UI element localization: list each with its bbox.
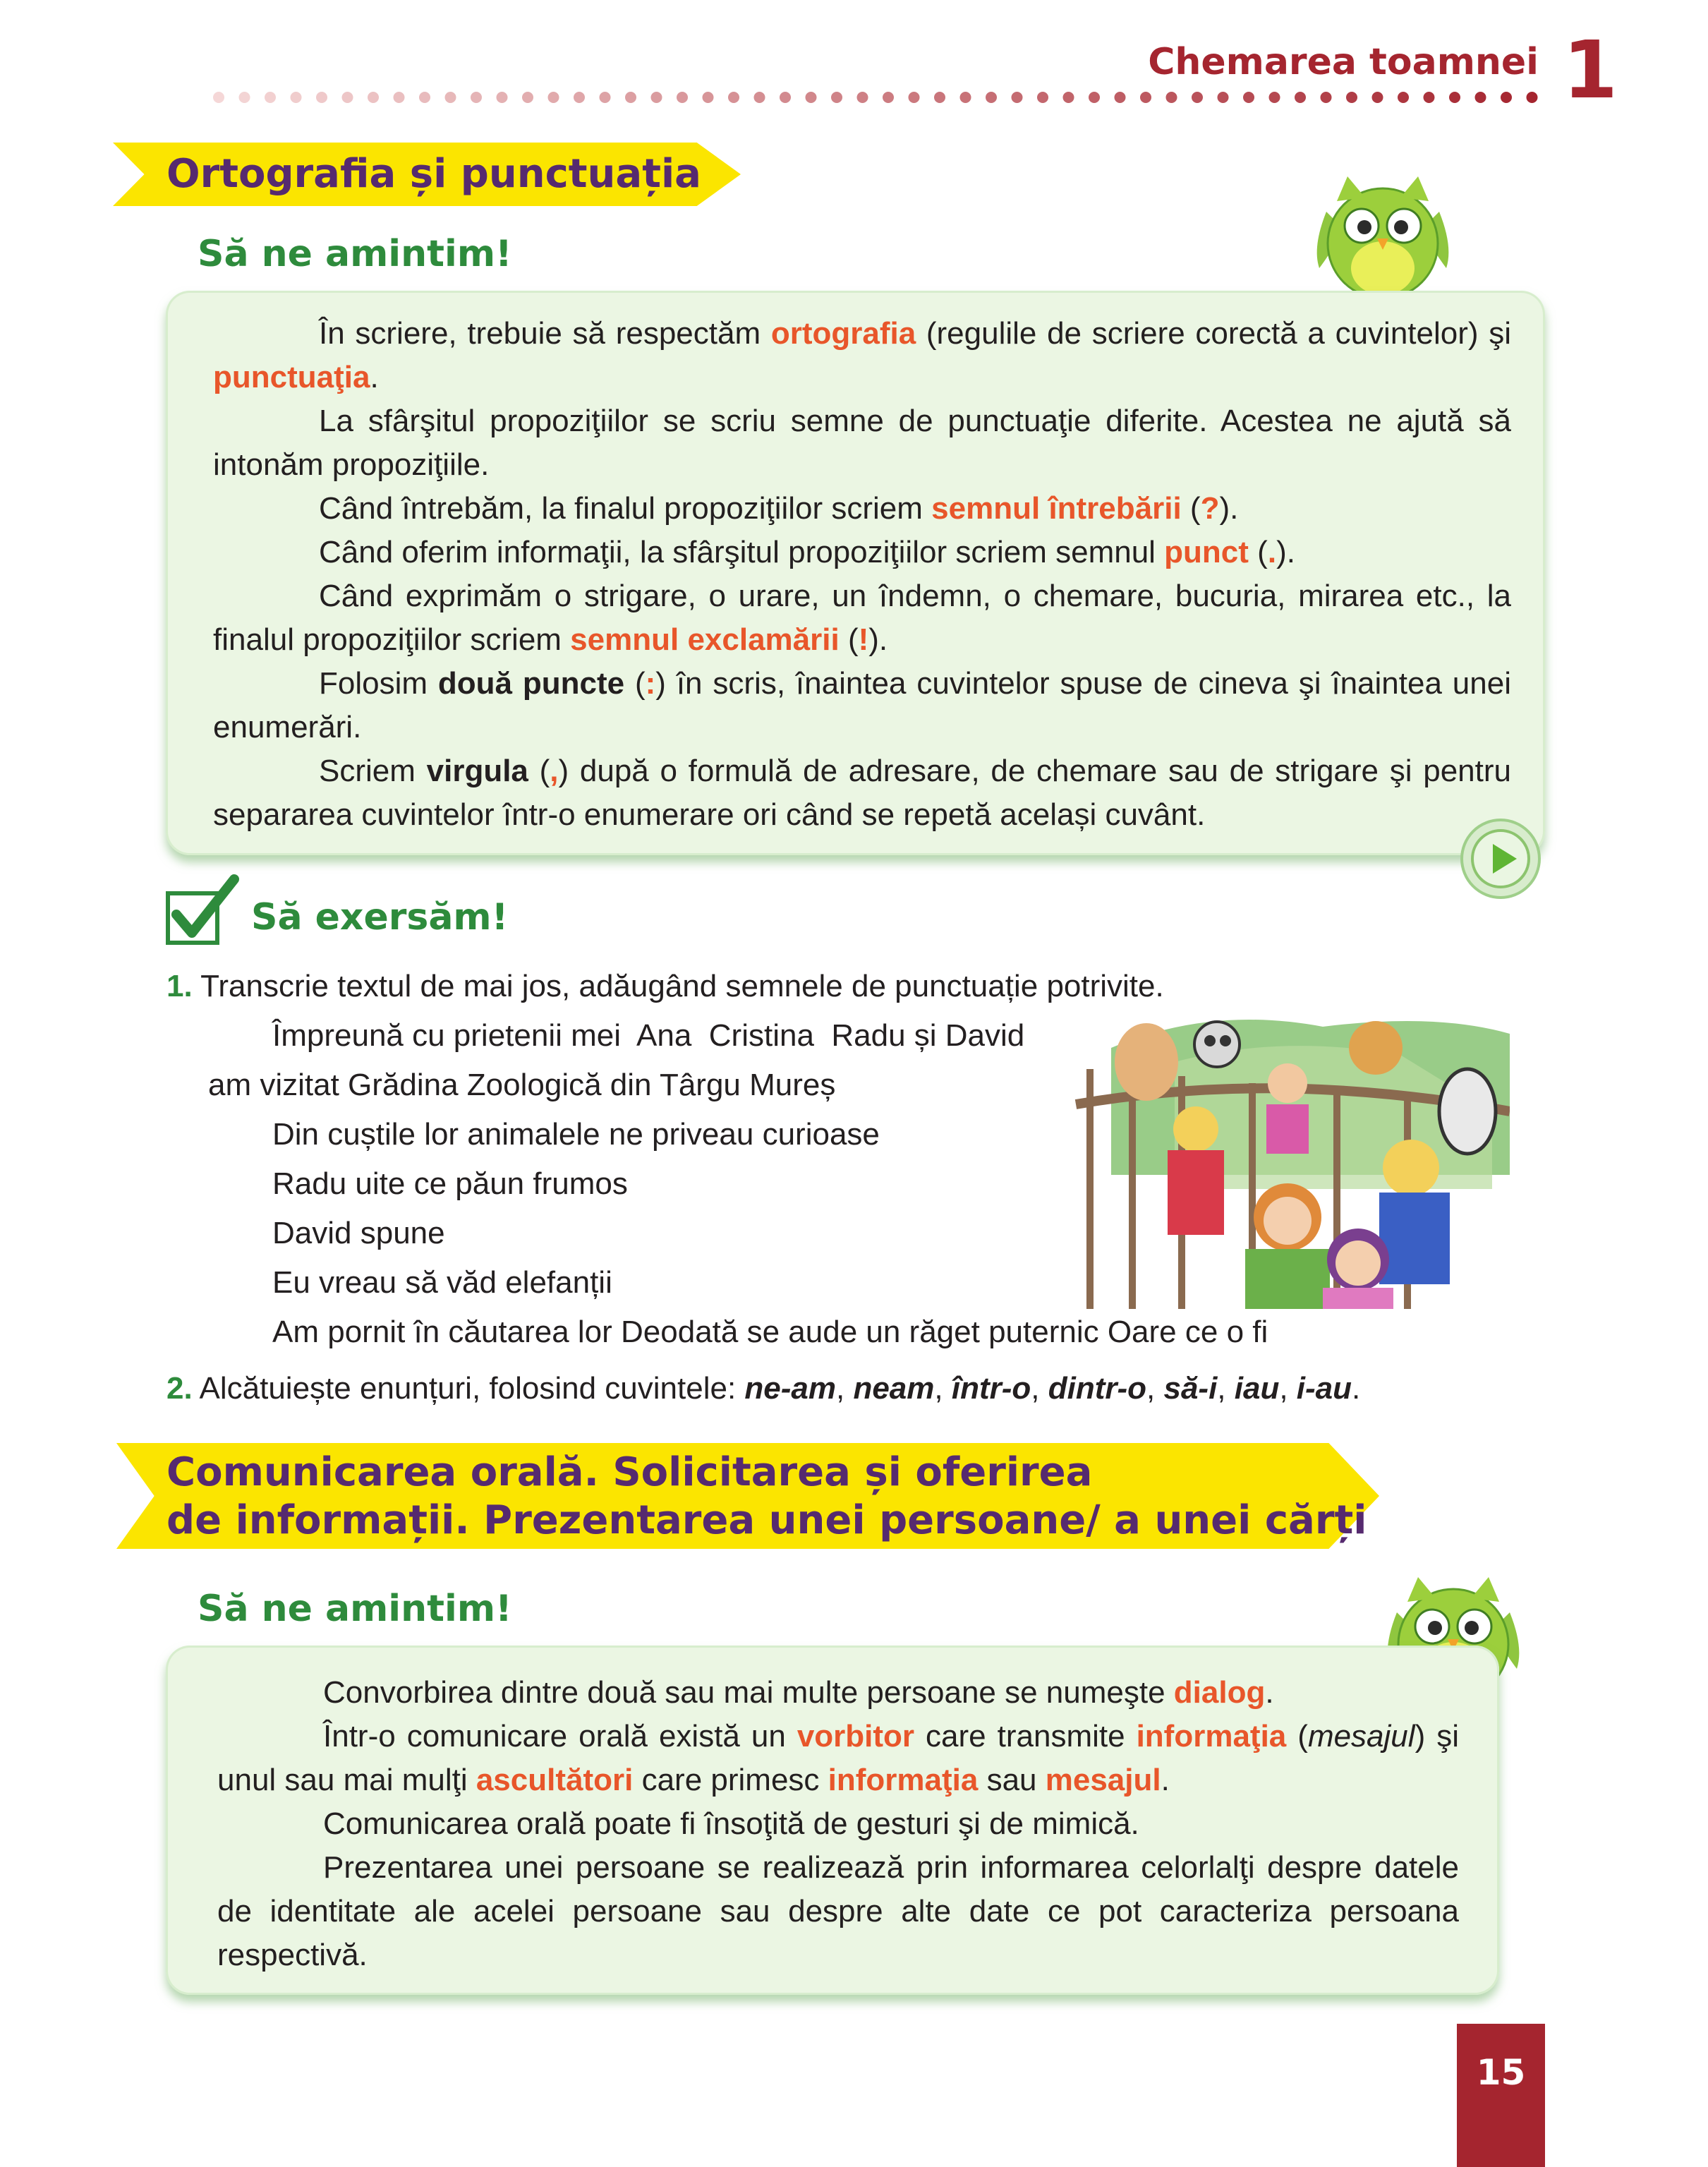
- header-dot: [419, 92, 430, 103]
- header-dot: [625, 92, 636, 103]
- header-dot: [316, 92, 327, 103]
- exercise-1-line: Radu uite ce păun frumos: [272, 1166, 628, 1201]
- header-dot: [1398, 92, 1409, 103]
- header-dot: [548, 92, 559, 103]
- header-dot: [213, 92, 224, 103]
- header-dot: [1012, 92, 1023, 103]
- rules-box-oral-text: Convorbirea dintre două sau mai multe persoane se numeşte dialog. Într-o comunicare orală există un vorbitor care transmite informaţia (mesajul) şi unul sau mai mulţi ascultători care primesc informaţia sau mesajul. Comunicarea orală poate fi însoţită de gesturi şi de mimică. Prezentarea unei persoane se realizează prin informarea celorlalţi despre datele de identitate ale acelei persoane sau despre alte date ce pot caracteriza persoana respectivă.: [217, 1675, 1459, 1972]
- header-dot: [1527, 92, 1538, 103]
- exercise-1-instruction: 1. Transcrie textul de mai jos, adăugând semnele de punctuație potrivite.: [166, 969, 1164, 1003]
- recall-heading: Să ne amintim!: [198, 1588, 512, 1630]
- header-dot: [1475, 92, 1486, 103]
- zoo-illustration: [1069, 1006, 1510, 1309]
- header-dot: [934, 92, 945, 103]
- exercise-1-line: Din cuștile lor animalele ne priveau curioase: [272, 1117, 880, 1152]
- header-dot: [1140, 92, 1151, 103]
- header-dot: [1037, 92, 1048, 103]
- header-dot: [883, 92, 894, 103]
- header-dot: [1089, 92, 1100, 103]
- header-dot: [1218, 92, 1229, 103]
- exercise-1-line: am vizitat Grădina Zoologică din Târgu Mureș: [208, 1068, 836, 1102]
- section-title-spelling: Ortografia și punctuația: [166, 151, 701, 197]
- header-dot: [909, 92, 920, 103]
- header-dot: [497, 92, 508, 103]
- exercise-1-line: Am pornit în căutarea lor Deodată se aude un răget puternic Oare ce o fi: [272, 1315, 1268, 1349]
- exercise-2-instruction: 2. Alcătuiește enunțuri, folosind cuvintele: ne-am, neam, într-o, dintr-o, să-i, iau, i-au.: [166, 1371, 1361, 1406]
- header-dot: [1321, 92, 1332, 103]
- chapter-title: Chemarea toamnei: [1148, 41, 1539, 83]
- practice-heading: Să exersăm!: [251, 896, 509, 938]
- exercise-1-line: David spune: [272, 1216, 445, 1250]
- header-dot: [703, 92, 714, 103]
- play-audio-icon[interactable]: [1459, 817, 1542, 900]
- header-dot: [651, 92, 662, 103]
- header-dot: [1295, 92, 1306, 103]
- header-dot: [857, 92, 868, 103]
- header-dot: [445, 92, 456, 103]
- header-dot: [239, 92, 250, 103]
- section-title-oral-line2: de informații. Prezentarea unei persoane/ a unei cărți: [166, 1497, 1367, 1543]
- header-dot: [728, 92, 739, 103]
- header-dot: [1346, 92, 1357, 103]
- exercise-1-line: Împreună cu prietenii mei Ana Cristina Radu și David: [272, 1018, 1025, 1053]
- header-dot: [1269, 92, 1280, 103]
- header-dot: [1063, 92, 1074, 103]
- header-dot: [291, 92, 302, 103]
- header-dot: [754, 92, 765, 103]
- header-dot: [265, 92, 276, 103]
- header-dot: [471, 92, 482, 103]
- page-number: 15: [1457, 2024, 1545, 2167]
- rules-box-text: În scriere, trebuie să respectăm ortografia (regulile de scriere corectă a cuvintelor) şi punctuaţia. La sfârşitul propoziţiilor se scriu semne de punctuaţie diferite. Acestea ne ajută să intonăm propoziţiile. Când întrebăm, la finalul propoziţiilor scriem semnul întrebării (?). Când oferim informaţii, la sfârşitul propoziţiilor scriem semnul punct (.). Când exprimăm o strigare, o urare, un îndemn, o chemare, bucuria, mirarea etc., la finalul propoziţiilor scriem semnul exclamării (!). Folosim două puncte (:) în scris, înaintea cuvintelor spuse de cineva şi înaintea unei enumerări. Scriem virgula (,) după o formulă de adresare, de chemare sau de strigare şi pentru separarea cuvintelor într-o enumerare ori când se repetă același cuvânt.: [213, 316, 1512, 832]
- header-dot: [1449, 92, 1460, 103]
- header-dot: [831, 92, 842, 103]
- exercise-1-line: Eu vreau să văd elefanții: [272, 1265, 612, 1300]
- header-dot: [1166, 92, 1177, 103]
- header-dot: [394, 92, 405, 103]
- header-dot: [1192, 92, 1203, 103]
- header-dot-rule: [212, 89, 1552, 106]
- header-dot: [1424, 92, 1435, 103]
- header-dot: [986, 92, 997, 103]
- header-dot: [1115, 92, 1126, 103]
- header-dot: [522, 92, 533, 103]
- header-dot: [342, 92, 353, 103]
- header-dot: [1372, 92, 1383, 103]
- header-dot: [600, 92, 611, 103]
- section-title-oral-line1: Comunicarea orală. Solicitarea și oferirea: [166, 1449, 1093, 1495]
- header-dot: [574, 92, 585, 103]
- header-dot: [780, 92, 791, 103]
- header-dot: [368, 92, 379, 103]
- header-dot: [1243, 92, 1254, 103]
- header-dot: [677, 92, 688, 103]
- checkmark-icon: [164, 874, 241, 951]
- owl-mascot-icon: [1298, 162, 1467, 303]
- recall-heading: Să ne amintim!: [198, 233, 512, 275]
- header-dot: [960, 92, 971, 103]
- header-dot: [806, 92, 817, 103]
- chapter-number: 1: [1563, 25, 1618, 116]
- header-dot: [1501, 92, 1512, 103]
